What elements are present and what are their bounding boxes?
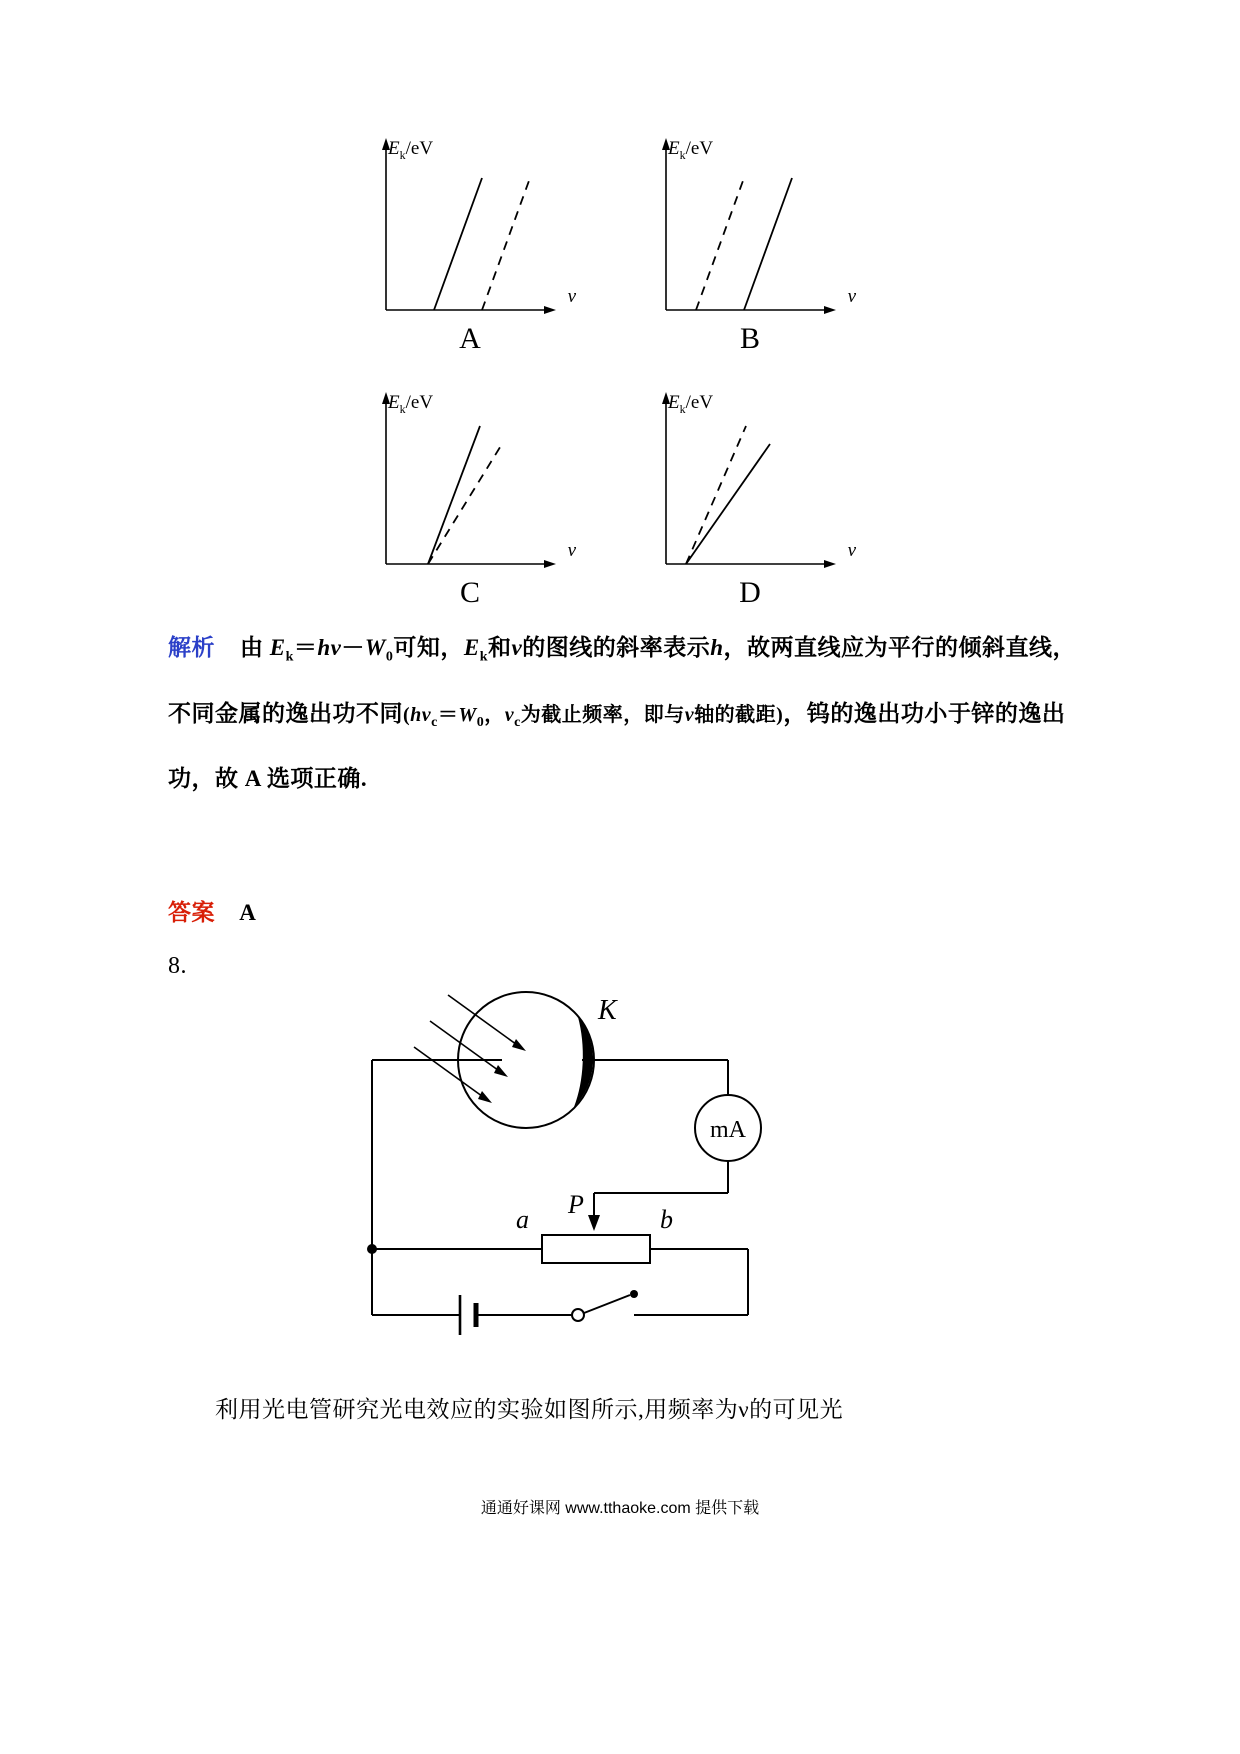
option-letter-b: B [739, 322, 760, 355]
graph-c-x-label: v [567, 540, 576, 561]
footer-watermark: 通通好课网 www.tthaoke.com 提供下载 [480, 1500, 760, 1517]
graph-d-y-label: $E_k/eV$ [668, 392, 714, 416]
circuit-svg [330, 985, 910, 1365]
explanation-label: 解析 [168, 635, 215, 660]
graph-c [350, 384, 590, 574]
explanation-body: 由 $E_k=h\nu-W_0$可知，$E_k$和ν的图线的斜率表示h，故两直线应为平行的倾斜直线，不同金属的逸出功不同($h\nu_c=W_0$，$\nu_c$为截止频率，即与ν轴的截距)，钨的逸出功小于锌的逸出功，故 A 选项正确. [168, 635, 1076, 791]
answer-label: 答案 [168, 900, 215, 925]
option-figure-c [330, 384, 610, 610]
graph-c-y-label: $E_k/eV$ [388, 392, 434, 416]
answer-value: A [239, 900, 257, 925]
graph-a [350, 130, 590, 320]
graph-b-svg [630, 130, 870, 320]
option-row-top [330, 130, 890, 356]
graph-a-y-label: $E_k/eV$ [388, 138, 434, 162]
option-figure-b [610, 130, 890, 356]
label-slider: P [568, 1190, 584, 1219]
label-terminal-b: b [660, 1205, 673, 1234]
graph-d [630, 384, 870, 574]
option-letter-c: C [459, 576, 480, 609]
option-letter-d: D [739, 576, 761, 609]
graph-a-x-label: v [567, 286, 576, 307]
graph-c-svg [350, 384, 590, 574]
graph-b-y-label: $E_k/eV$ [668, 138, 714, 162]
option-figure-a [330, 130, 610, 356]
label-milliammeter: mA [710, 1117, 746, 1143]
graph-b-x-label: v [847, 286, 856, 307]
question-number: 8. [168, 953, 187, 979]
graph-b [630, 130, 870, 320]
option-figure-d [610, 384, 890, 610]
question-text: 利用光电管研究光电效应的实验如图所示,用频率为ν的可见光 [215, 1397, 844, 1422]
answer-line [168, 885, 256, 941]
explanation-paragraph [168, 620, 1088, 807]
label-terminal-a: a [516, 1205, 529, 1234]
circuit-figure [330, 985, 910, 1365]
graph-d-x-label: v [847, 540, 856, 561]
graph-a-svg [350, 130, 590, 320]
label-cathode: K [598, 995, 617, 1026]
option-row-bottom [330, 384, 890, 610]
graph-d-svg [630, 384, 870, 574]
option-figures [330, 130, 890, 610]
option-letter-a: A [459, 322, 481, 355]
